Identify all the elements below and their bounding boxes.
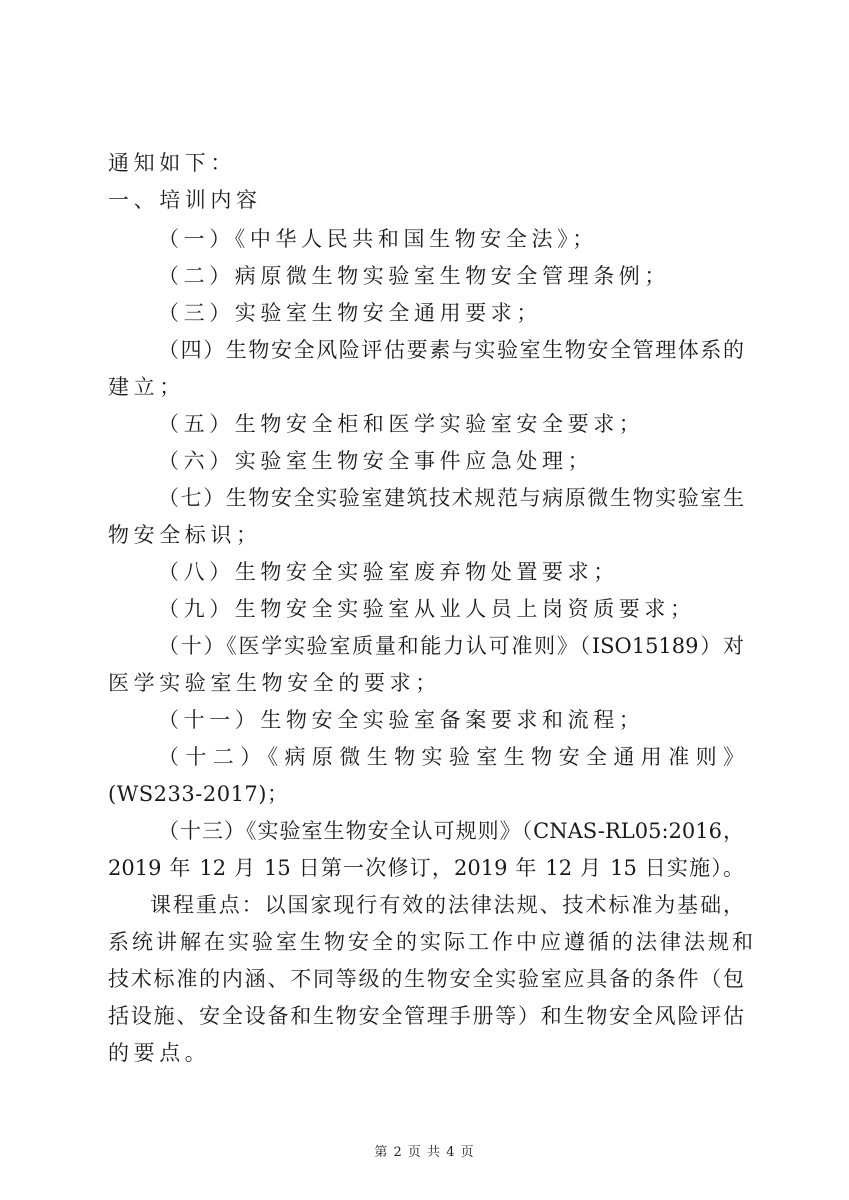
section-heading: 一、培训内容 — [108, 188, 262, 212]
paragraph-line: 技术标准的内涵、不同等级的生物安全实验室应具备的条件（包 — [108, 967, 744, 991]
paragraph-line: 的要点。 — [108, 1041, 211, 1065]
list-item: （一）《中华人民共和国生物安全法》； — [158, 227, 598, 251]
list-item: （二）病原微生物实验室生物安全管理条例； — [158, 264, 670, 288]
paragraph-line: 课程重点：以国家现行有效的法律法规、技术标准为基础， — [150, 893, 744, 917]
list-item: （五）生物安全柜和医学实验室安全要求； — [158, 412, 645, 436]
list-item: （七）生物安全实验室建筑技术规范与病原微生物实验室生 — [158, 486, 744, 510]
list-item-continuation: (WS233-2017)； — [108, 782, 289, 806]
paragraph-line: 括设施、安全设备和生物安全管理手册等）和生物安全风险评估 — [108, 1004, 744, 1028]
list-item: （十二）《病原微生物实验室生物安全通用准则》 — [158, 745, 744, 769]
list-item: （三）实验室生物安全通用要求； — [158, 301, 542, 325]
list-item: （九）生物安全实验室从业人员上岗资质要求； — [158, 597, 696, 621]
list-item-continuation: 医学实验室生物安全的要求； — [108, 671, 441, 695]
list-item: （十）《医学实验室质量和能力认可准则》（ISO15189）对 — [158, 634, 744, 658]
intro-line: 通知如下： — [108, 151, 236, 175]
list-item: （十一）生物安全实验室备案要求和流程； — [158, 708, 645, 732]
list-item: （四）生物安全风险评估要素与实验室生物安全管理体系的 — [158, 338, 744, 362]
list-item: （八）生物安全实验室废弃物处置要求； — [158, 560, 619, 584]
list-item-continuation: 建立； — [108, 375, 185, 399]
page-number: 第 2 页 共 4 页 — [374, 1145, 475, 1160]
list-item: （六）实验室生物安全事件应急处理； — [158, 449, 594, 473]
list-item: （十三）《实验室生物安全认可规则》（CNAS-RL05:2016， — [158, 819, 744, 843]
list-item-continuation: 物安全标识； — [108, 523, 262, 547]
list-item-continuation: 2019 年 12 月 15 日第一次修订，2019 年 12 月 15 日实施）。 — [108, 856, 744, 880]
paragraph-line: 系统讲解在实验室生物安全的实际工作中应遵循的法律法规和 — [108, 930, 756, 954]
